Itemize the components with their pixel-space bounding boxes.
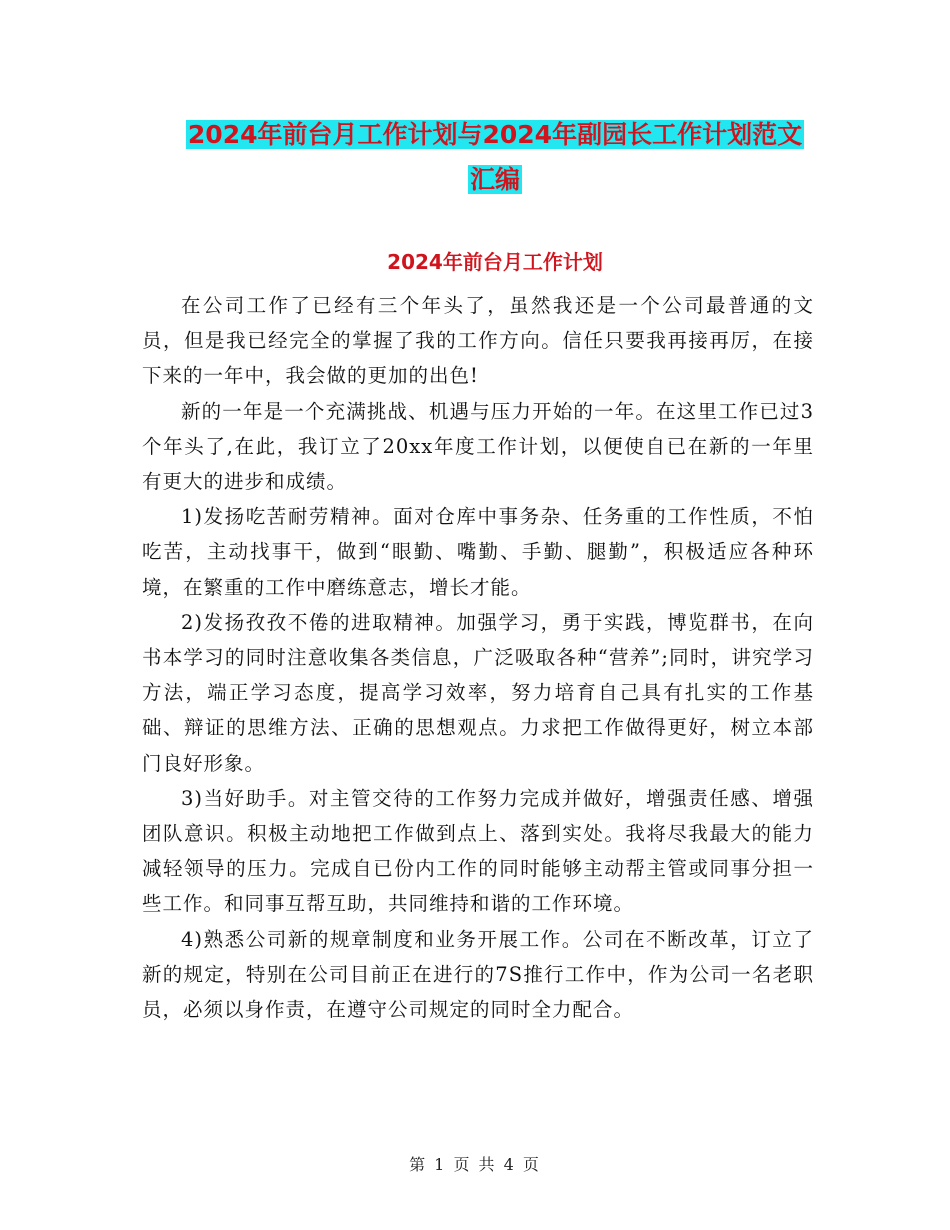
paragraph: 3)当好助手。对主管交待的工作努力完成并做好，增强责任感、增强团队意识。积极主动地把工作做到点上、落到实处。我将尽我最大的能力减轻领导的压力。完成自已份内工作的同时能够主动帮主管或同事分担一些工作。和同事互帮互助，共同维持和谐的工作环境。 (142, 786, 814, 916)
paragraph: 新的一年是一个充满挑战、机遇与压力开始的一年。在这里工作已过3个年头了,在此，我订立了20xx年度工作计划，以便使自已在新的一年里有更大的进步和成绩。 (142, 399, 814, 494)
paragraph: 4)熟悉公司新的规章制度和业务开展工作。公司在不断改革，订立了新的规定，特别在公司目前正在进行的7S推行工作中，作为公司一名老职员，必须以身作责，在遵守公司规定的同时全力配合。 (142, 927, 814, 1022)
body-text (142, 288, 814, 1027)
page-footer: 第 1 页 共 4 页 (409, 1155, 541, 1174)
title-line-2: 汇编 (469, 165, 520, 194)
paragraph: 在公司工作了已经有三个年头了，虽然我还是一个公司最普通的文员，但是我已经完全的掌握了我的工作方向。信任只要我再接再厉，在接下来的一年中，我会做的更加的出色! (142, 294, 814, 388)
section-title: 2024年前台月工作计划 (387, 250, 603, 274)
document-title (140, 112, 850, 202)
paragraph: 2)发扬孜孜不倦的进取精神。加强学习，勇于实践，博览群书，在向书本学习的同时注意收集各类信息，广泛吸取各种“营养”;同时，讲究学习方法，端正学习态度，提高学习效率，努力培育自己具有扎实的工作基础、辩证的思维方法、正确的思想观点。力求把工作做得更好，树立本部门良好形象。 (142, 610, 814, 775)
paragraph: 1)发扬吃苦耐劳精神。面对仓库中事务杂、任务重的工作性质，不怕吃苦，主动找事干，做到“眼勤、嘴勤、手勤、腿勤”，积极适应各种环境，在繁重的工作中磨练意志，增长才能。 (142, 505, 814, 599)
title-line-1: 2024年前台月工作计划与2024年副园长工作计划范文 (187, 120, 803, 149)
